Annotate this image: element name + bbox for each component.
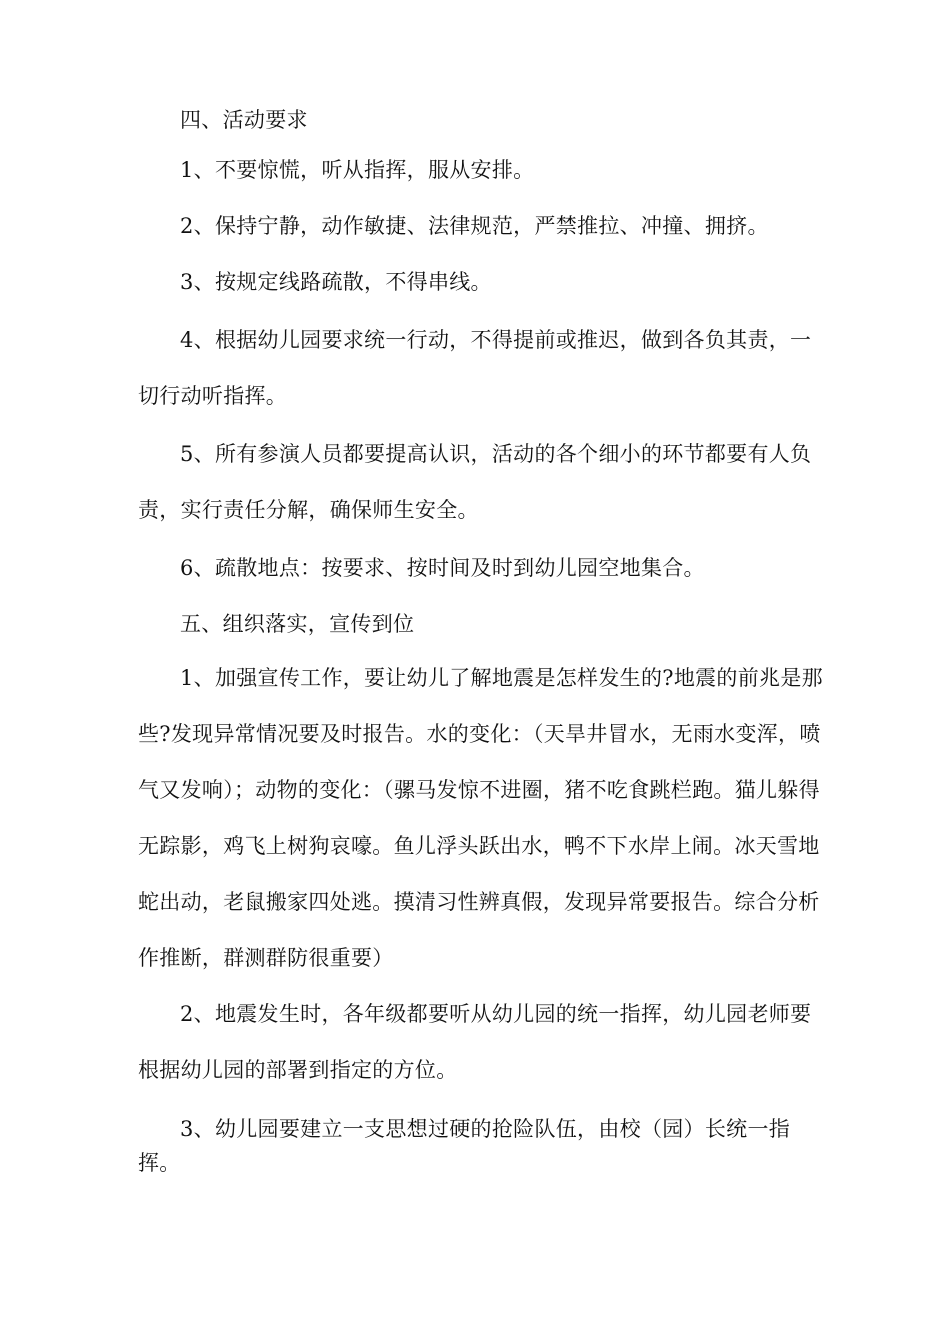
section-heading-organization: 五、组织落实，宣传到位	[180, 612, 415, 636]
paragraph-requirement-6: 6、疏散地点：按要求、按时间及时到幼儿园空地集合。	[180, 556, 705, 580]
paragraph-organization-1: 1、加强宣传工作，要让幼儿了解地震是怎样发生的?地震的前兆是那些?发现异常情况要及时报告。水的变化：（天旱井冒水，无雨水变浑，喷气又发响）；动物的变化：（骡马发惊不进圈，猪不吃食跳栏跑。猫儿躲得无踪影，鸡飞上树狗哀嚎。鱼儿浮头跃出水，鸭不下水岸上闹。冰天雪地蛇出动，老鼠搬家四处逃。摸清习性辨真假，发现异常要报告。综合分析作推断，群测群防很重要）	[138, 666, 823, 970]
paragraph-organization-2: 2、地震发生时，各年级都要听从幼儿园的统一指挥，幼儿园老师要根据幼儿园的部署到指定的方位。	[138, 1002, 812, 1082]
paragraph-organization-3: 3、幼儿园要建立一支思想过硬的抢险队伍，由校（园）长统一指挥。	[138, 1117, 791, 1175]
paragraph-requirement-3: 3、按规定线路疏散，不得串线。	[180, 270, 492, 294]
paragraph-requirement-2: 2、保持宁静，动作敏捷、法律规范，严禁推拉、冲撞、拥挤。	[180, 214, 769, 238]
paragraph-requirement-5: 5、所有参演人员都要提高认识，活动的各个细小的环节都要有人负责，实行责任分解，确保师生安全。	[138, 442, 812, 522]
section-heading-activity-requirements: 四、活动要求	[180, 108, 308, 132]
paragraph-requirement-1: 1、不要惊慌，听从指挥，服从安排。	[180, 158, 535, 182]
paragraph-requirement-4: 4、根据幼儿园要求统一行动，不得提前或推迟，做到各负其责，一切行动听指挥。	[138, 328, 812, 408]
